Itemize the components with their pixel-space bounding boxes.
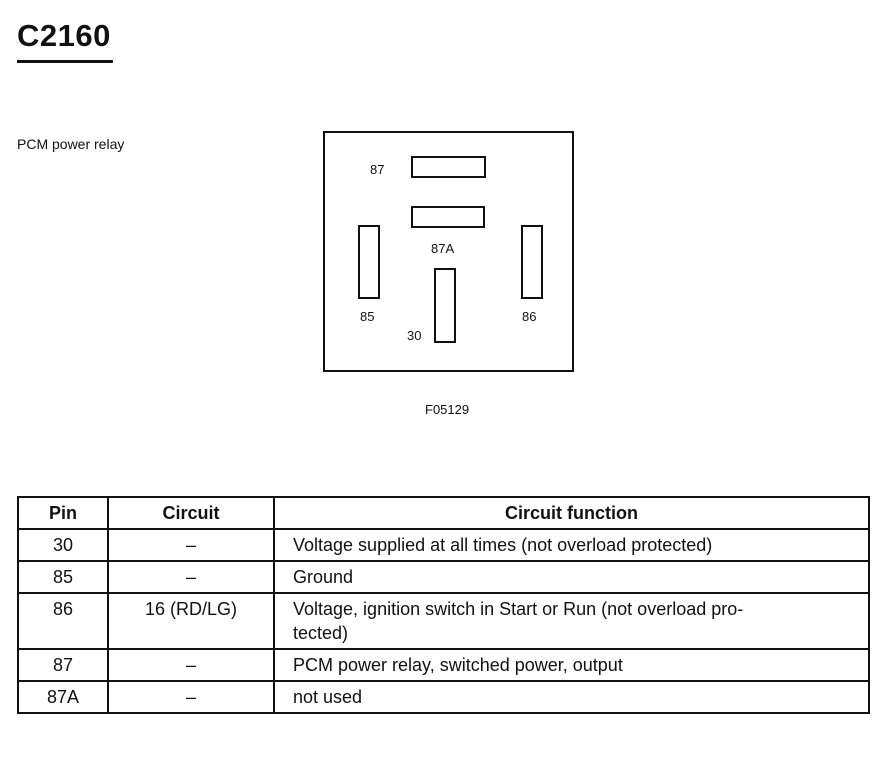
- function-line-1: Voltage, ignition switch in Start or Run (not overload pro-: [293, 599, 744, 619]
- relay-connector-diagram: [323, 131, 574, 372]
- cell-pin: 87A: [18, 681, 108, 713]
- cell-function: not used: [274, 681, 869, 713]
- cell-circuit: –: [108, 529, 274, 561]
- pin-label-30: 30: [407, 328, 422, 343]
- pin-label-86: 86: [522, 309, 537, 324]
- slot-87a: [411, 206, 485, 228]
- table-row: [18, 529, 869, 561]
- pin-label-87: 87: [370, 162, 385, 177]
- cell-function: [274, 593, 869, 649]
- cell-circuit: –: [108, 649, 274, 681]
- pin-label-87a: 87A: [431, 241, 455, 256]
- cell-pin: 87: [18, 649, 108, 681]
- connector-title: C2160: [17, 18, 111, 53]
- cell-pin: 86: [18, 593, 108, 649]
- slot-86: [521, 225, 543, 299]
- cell-circuit: –: [108, 681, 274, 713]
- connector-description: PCM power relay: [17, 136, 125, 152]
- slot-87: [411, 156, 486, 178]
- pin-table: [17, 496, 870, 714]
- slot-30: [434, 268, 456, 343]
- cell-function: PCM power relay, switched power, output: [274, 649, 869, 681]
- table-header-row: [18, 497, 869, 529]
- cell-pin: 30: [18, 529, 108, 561]
- cell-circuit: –: [108, 561, 274, 593]
- cell-pin: 85: [18, 561, 108, 593]
- slot-85: [358, 225, 380, 299]
- title-underline: [17, 60, 113, 63]
- header-pin: Pin: [18, 497, 108, 529]
- function-line-2: tected): [293, 623, 349, 643]
- header-circuit: Circuit: [108, 497, 274, 529]
- table-row: [18, 593, 869, 649]
- header-circuit-function: Circuit function: [274, 497, 869, 529]
- table-row: [18, 681, 869, 713]
- figure-id: F05129: [425, 402, 470, 417]
- cell-function: Ground: [274, 561, 869, 593]
- table-row: [18, 649, 869, 681]
- cell-circuit: 16 (RD/LG): [108, 593, 274, 649]
- pin-label-85: 85: [360, 309, 375, 324]
- cell-function: Voltage supplied at all times (not overload protected): [274, 529, 869, 561]
- table-row: [18, 561, 869, 593]
